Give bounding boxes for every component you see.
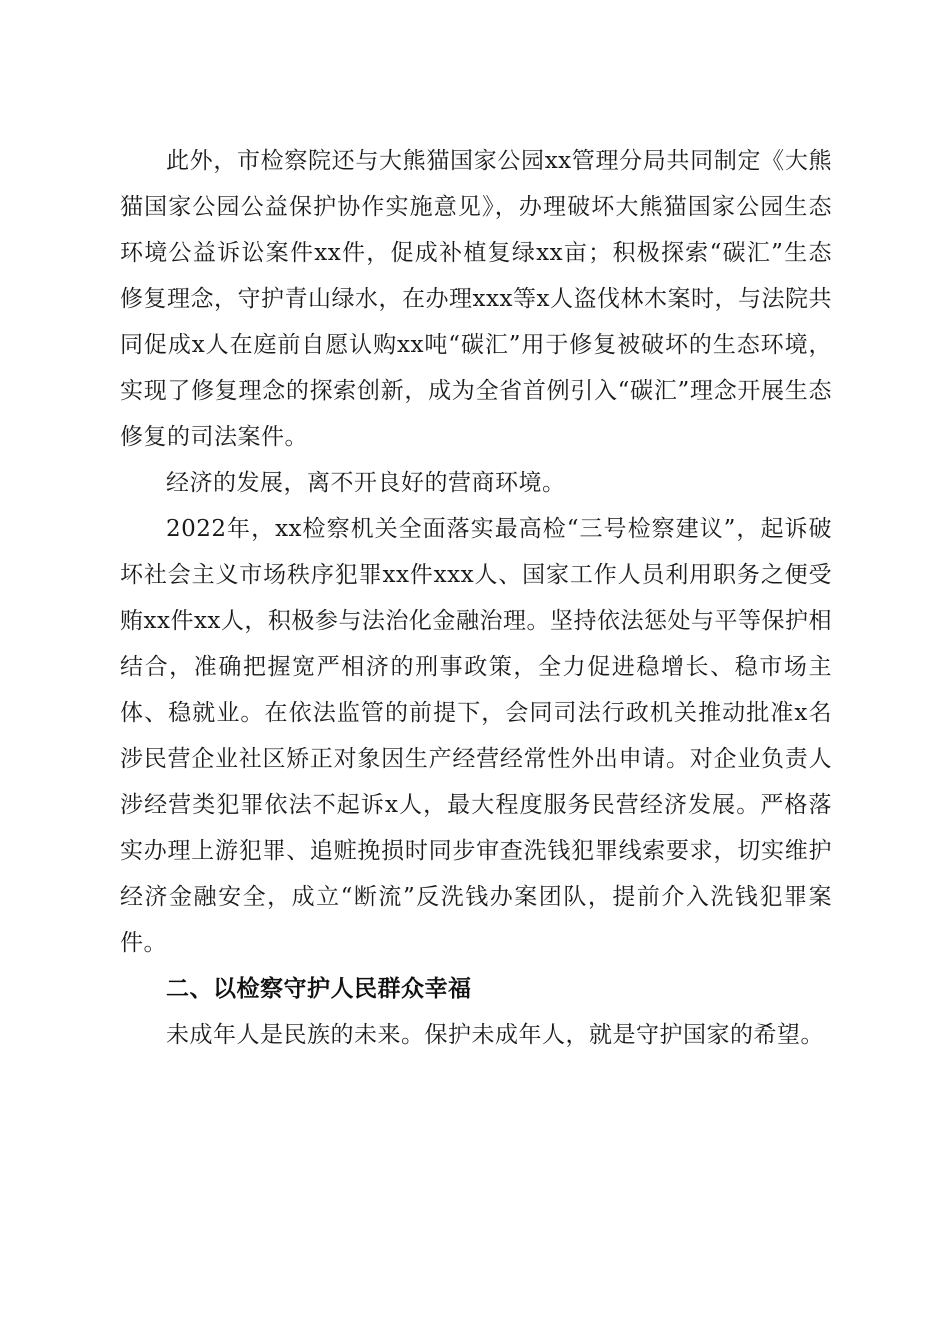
paragraph-2022-procuratorate-work: 2022年，xx检察机关全面落实最高检“三号检察建议”，起诉破坏社会主义市场秩序犯罪xx件xxx人、国家工作人员利用职务之便受贿xx件xx人，积极参与法治化金融治理。坚持依法惩处与平等保护相结合，准确把握宽严相济的刑事政策，全力促进稳增长、稳市场主体、稳就业。在依法监管的前提下，会同司法行政机关推动批准x名涉民营企业社区矫正对象因生产经营经常性外出申请。对企业负责人涉经营类犯罪依法不起诉x人，最大程度服务民营经济发展。严格落实办理上游犯罪、追赃挽损时同步审查洗钱犯罪线索要求，切实维护经济金融安全，成立“断流”反洗钱办案团队，提前介入洗钱犯罪案件。 <box>120 516 832 956</box>
paragraph-business-environment: 经济的发展，离不开良好的营商环境。 <box>166 470 566 496</box>
paragraph-minors-protection: 未成年人是民族的未来。保护未成年人，就是守护国家的希望。 <box>166 1022 824 1048</box>
document-body <box>120 138 832 1058</box>
section-heading: 二、以检察守护人民群众幸福 <box>166 976 472 1002</box>
paragraph-ecology-carbon-sink: 此外，市检察院还与大熊猫国家公园xx管理分局共同制定《大熊猫国家公园公益保护协作实施意见》，办理破坏大熊猫国家公园生态环境公益诉讼案件xx件，促成补植复绿xx亩；积极探索“碳汇”生态修复理念，守护青山绿水，在办理xxx等x人盗伐林木案时，与法院共同促成x人在庭前自愿认购xx吨“碳汇”用于修复被破坏的生态环境，实现了修复理念的探索创新，成为全省首例引入“碳汇”理念开展生态修复的司法案件。 <box>120 148 832 450</box>
